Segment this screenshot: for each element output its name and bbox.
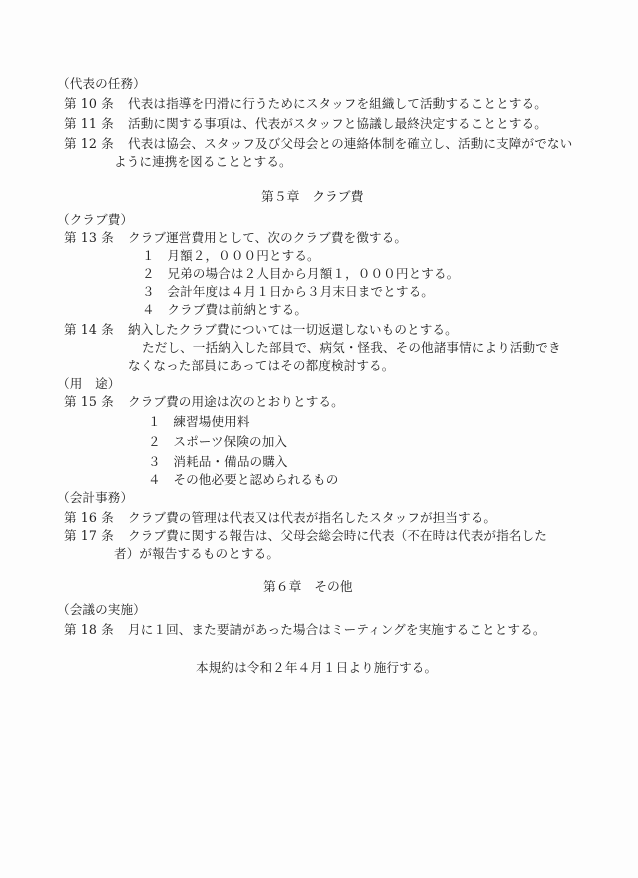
article-number: 第 16 条 <box>64 510 114 525</box>
article-15 <box>64 394 344 410</box>
article-text: クラブ運営費用として、次のクラブ費を徴する。 <box>128 230 408 245</box>
article-15-item-1: １ 練習場使用料 <box>148 414 250 429</box>
article-number: 第 14 条 <box>64 322 114 337</box>
article-text: 代表は協会、スタッフ及び父母会との連絡体制を確立し、活動に支障がでない <box>128 136 573 151</box>
article-number: 第 11 条 <box>64 116 114 131</box>
article-12-continuation: ように連携を図ることとする。 <box>114 154 292 169</box>
article-15-item-2: ２ スポーツ保険の加入 <box>148 434 288 449</box>
article-text: 活動に関する事項は、代表がスタッフと協議し最終決定することとする。 <box>128 116 547 131</box>
article-14-continuation-1: ただし、一括納入した部員で、病気・怪我、その他諸事情により活動でき <box>142 340 561 355</box>
section-heading-meeting: （会議の実施） <box>57 602 146 617</box>
article-14 <box>64 322 458 338</box>
article-text: 月に１回、また要請があった場合はミーティングを実施することとする。 <box>128 622 546 637</box>
section-heading-club-fee: （クラブ費） <box>57 212 134 227</box>
article-13 <box>64 230 407 246</box>
article-text: クラブ費に関する報告は、父母会総会時に代表（不在時は代表が指名した <box>128 528 547 543</box>
article-13-item-2: ２ 兄弟の場合は２人目から月額１，０００円とする。 <box>142 266 460 281</box>
article-number: 第 17 条 <box>64 528 114 543</box>
article-text: 納入したクラブ費については一切返還しないものとする。 <box>128 322 458 337</box>
article-number: 第 12 条 <box>64 136 114 151</box>
article-text: 代表は指導を円滑に行うためにスタッフを組織して活動することとする。 <box>128 96 547 111</box>
article-10 <box>64 96 547 112</box>
article-15-item-3: ３ 消耗品・備品の購入 <box>148 454 288 469</box>
article-text: クラブ費の用途は次のとおりとする。 <box>128 394 344 409</box>
article-14-continuation-2: なくなった部員にあってはその都度検討する。 <box>128 358 395 373</box>
article-number: 第 18 条 <box>64 622 114 637</box>
article-17 <box>64 528 547 544</box>
article-13-item-4: ４ クラブ費は前納とする。 <box>142 302 308 317</box>
article-text: クラブ費の管理は代表又は代表が指名したスタッフが担当する。 <box>128 510 497 525</box>
chapter-6-title: 第６章 その他 <box>263 580 353 595</box>
article-18 <box>64 622 546 638</box>
section-heading-representative-duties: （代表の任務） <box>57 76 146 91</box>
article-13-item-1: １ 月額２，０００円とする。 <box>142 248 320 263</box>
section-heading-usage: （用 途） <box>57 376 121 391</box>
article-13-item-3: ３ 会計年度は４月１日から３月末日までとする。 <box>142 284 434 299</box>
article-number: 第 10 条 <box>64 96 114 111</box>
section-heading-accounting: （会計事務） <box>57 490 134 505</box>
article-16 <box>64 510 496 526</box>
article-12 <box>64 136 572 152</box>
bleed-through-text <box>180 72 372 88</box>
article-17-continuation: 者）が報告するものとする。 <box>114 546 280 561</box>
article-number: 第 15 条 <box>64 394 114 409</box>
article-number: 第 13 条 <box>64 230 114 245</box>
enforcement-statement: 本規約は令和２年４月１日より施行する。 <box>196 660 438 675</box>
article-15-item-4: ４ その他必要と認められるもの <box>148 472 339 487</box>
article-11 <box>64 116 547 132</box>
chapter-5-title: 第５章 クラブ費 <box>261 190 364 205</box>
